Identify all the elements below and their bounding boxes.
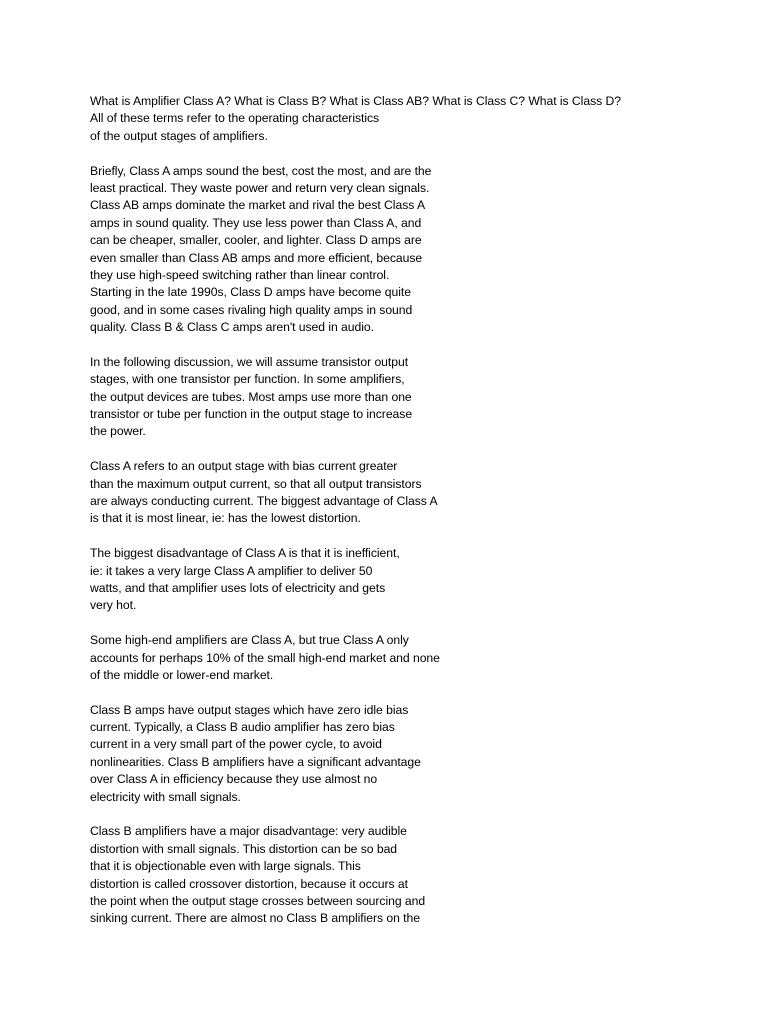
text-line: sinking current. There are almost no Class B amplifiers on the: [90, 911, 420, 926]
text-line: that it is objectionable even with large signals. This: [90, 859, 361, 874]
paragraph: [90, 354, 730, 441]
text-line: is that it is most linear, ie: has the lowest distortion.: [90, 511, 361, 526]
text-line: Briefly, Class A amps sound the best, cost the most, and are the: [90, 163, 432, 178]
text-line: amps in sound quality. They use less power than Class A, and: [90, 215, 422, 230]
text-line: the output devices are tubes. Most amps use more than one: [90, 389, 412, 404]
text-line: accounts for perhaps 10% of the small high-end market and none: [90, 650, 440, 665]
text-line: are always conducting current. The biggest advantage of Class A: [90, 493, 438, 508]
text-line: very hot.: [90, 598, 137, 613]
paragraph: [90, 702, 730, 806]
text-line: The biggest disadvantage of Class A is that it is inefficient,: [90, 546, 400, 561]
text-line: electricity with small signals.: [90, 789, 241, 804]
text-line: transistor or tube per function in the output stage to increase: [90, 407, 413, 422]
text-line: quality. Class B & Class C amps aren't used in audio.: [90, 320, 374, 335]
text-line: What is Amplifier Class A? What is Class B? What is Class AB? What is Class C? What is Class D?: [90, 94, 621, 108]
text-line: watts, and that amplifier uses lots of electricity and gets: [90, 580, 386, 595]
text-line: current. Typically, a Class B audio amplifier has zero bias: [90, 720, 395, 735]
paragraph: [90, 632, 730, 684]
text-line: they use high-speed switching rather than linear control.: [90, 267, 390, 282]
text-line: Class B amps have output stages which have zero idle bias: [90, 702, 409, 717]
text-line: Starting in the late 1990s, Class D amps have become quite: [90, 285, 411, 300]
paragraph: [90, 823, 730, 927]
text-line: least practical. They waste power and return very clean signals.: [90, 180, 430, 195]
text-line: Some high-end amplifiers are Class A, but true Class A only: [90, 633, 409, 648]
text-line: stages, with one transistor per function. In some amplifiers,: [90, 372, 405, 387]
paragraph: [90, 93, 730, 145]
text-line: the power.: [90, 424, 146, 439]
text-line: even smaller than Class AB amps and more efficient, because: [90, 250, 423, 265]
text-line: nonlinearities. Class B amplifiers have a significant advantage: [90, 754, 421, 769]
text-line: Class A refers to an output stage with bias current greater: [90, 459, 398, 474]
text-line: can be cheaper, smaller, cooler, and lighter. Class D amps are: [90, 233, 422, 248]
text-line: Class B amplifiers have a major disadvantage: very audible: [90, 824, 407, 839]
text-line: All of these terms refer to the operating characteristics: [90, 111, 380, 126]
text-line: In the following discussion, we will assume transistor output: [90, 354, 409, 369]
text-line: ie: it takes a very large Class A amplifier to deliver 50: [90, 563, 373, 578]
text-line: distortion is called crossover distortion, because it occurs at: [90, 876, 408, 891]
paragraph: [90, 458, 730, 528]
text-line: Class AB amps dominate the market and rival the best Class A: [90, 198, 426, 213]
text-line: current in a very small part of the power cycle, to avoid: [90, 737, 382, 752]
text-line: good, and in some cases rivaling high quality amps in sound: [90, 302, 413, 317]
document-body: [90, 93, 730, 945]
paragraph: [90, 545, 730, 615]
text-line: than the maximum output current, so that all output transistors: [90, 476, 422, 491]
text-line: over Class A in efficiency because they use almost no: [90, 772, 378, 787]
text-line: distortion with small signals. This distortion can be so bad: [90, 841, 398, 856]
paragraph: [90, 163, 730, 337]
text-line: the point when the output stage crosses between sourcing and: [90, 893, 426, 908]
text-line: of the output stages of amplifiers.: [90, 128, 268, 143]
text-line: of the middle or lower-end market.: [90, 667, 274, 682]
